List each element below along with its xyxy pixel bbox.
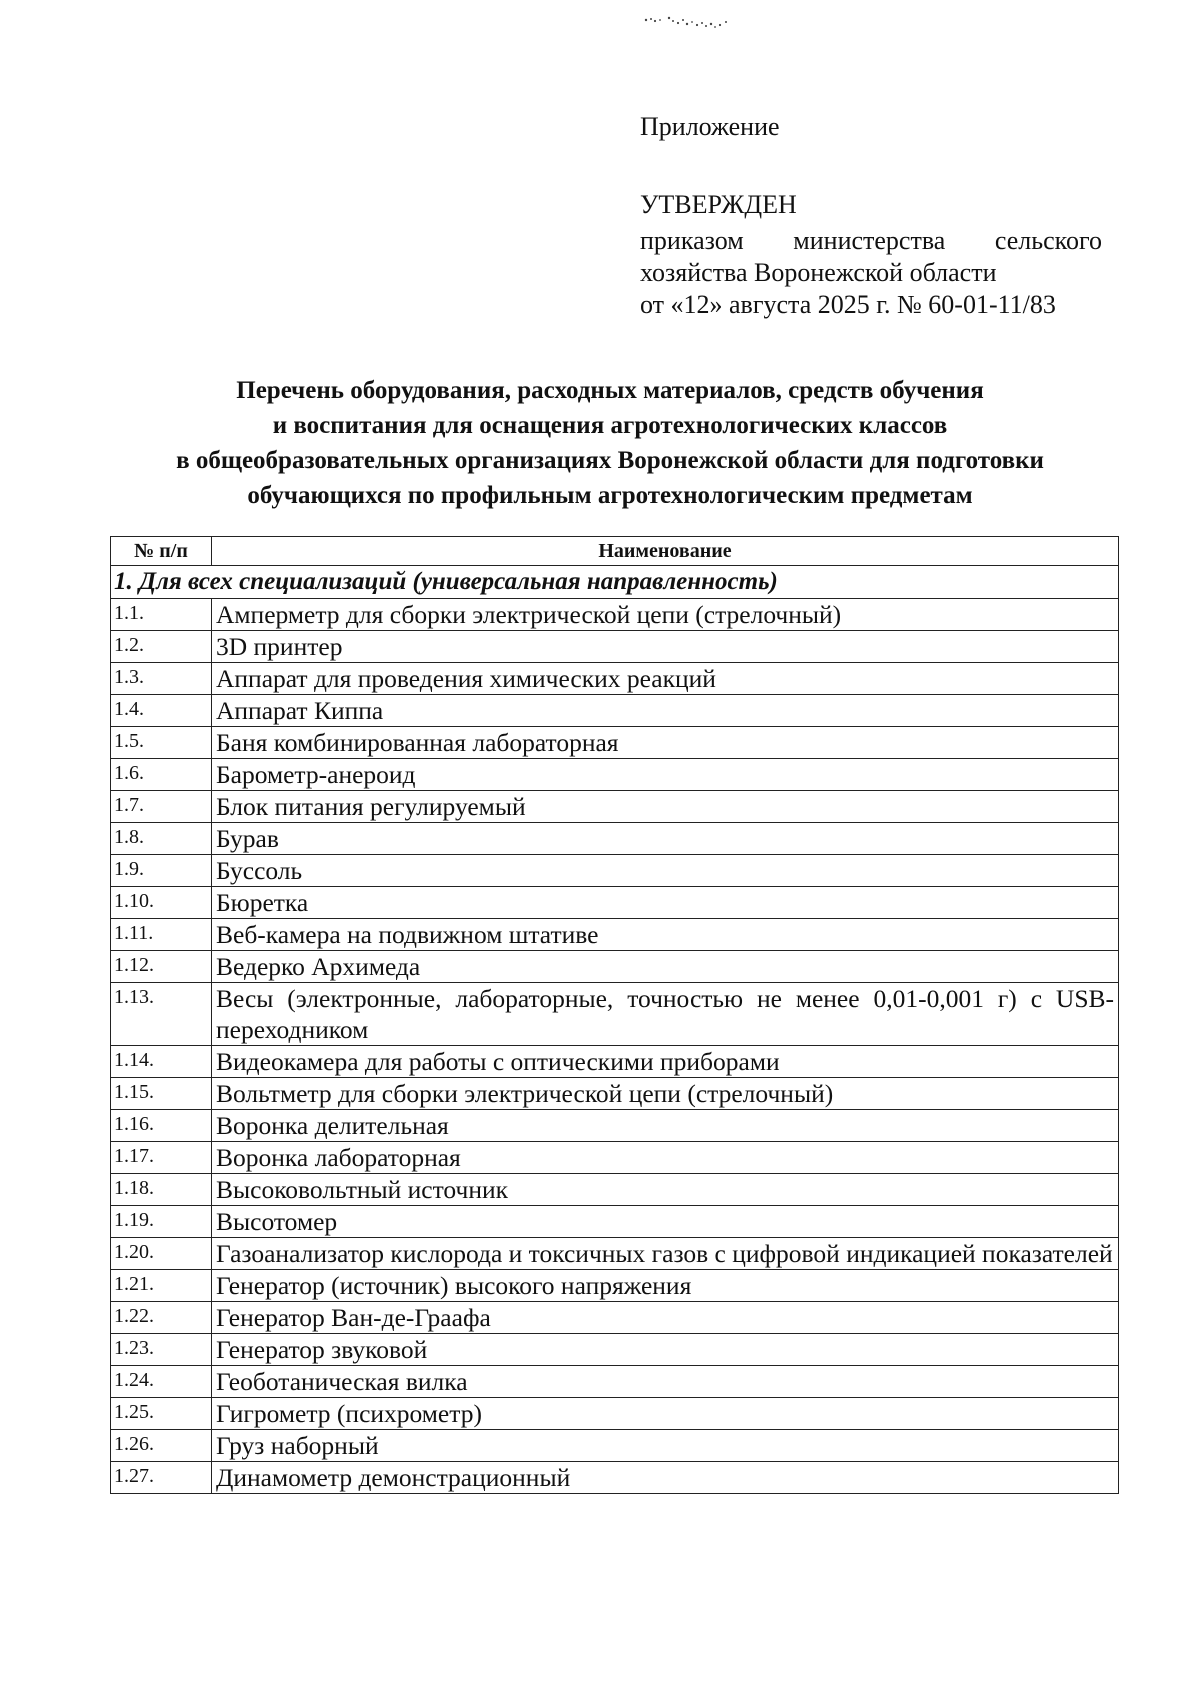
table-row bbox=[111, 663, 1119, 695]
row-item-name: Барометр-анероид bbox=[212, 759, 1119, 791]
title-line: обучающихся по профильным агротехнологическим предметам bbox=[247, 482, 973, 509]
row-number: 1.3. bbox=[111, 663, 212, 695]
row-item-name: Буссоль bbox=[212, 855, 1119, 887]
row-number: 1.6. bbox=[111, 759, 212, 791]
table-row bbox=[111, 1334, 1119, 1366]
row-number: 1.8. bbox=[111, 823, 212, 855]
row-number: 1.13. bbox=[111, 983, 212, 1046]
section-row bbox=[111, 566, 1119, 599]
row-item-name: 3D принтер bbox=[212, 631, 1119, 663]
table-row bbox=[111, 1174, 1119, 1206]
table-row bbox=[111, 1302, 1119, 1334]
row-number: 1.12. bbox=[111, 951, 212, 983]
row-item-name: Газоанализатор кислорода и токсичных газов с цифровой индикацией показателей bbox=[212, 1238, 1119, 1270]
row-number: 1.9. bbox=[111, 855, 212, 887]
order-line-1: приказом министерства сельского bbox=[640, 226, 1102, 255]
row-item-name: Амперметр для сборки электрической цепи (стрелочный) bbox=[212, 599, 1119, 631]
table-body bbox=[111, 566, 1119, 1494]
table-row bbox=[111, 1110, 1119, 1142]
table-row bbox=[111, 1430, 1119, 1462]
table-row bbox=[111, 855, 1119, 887]
order-line-2: хозяйства Воронежской области bbox=[640, 258, 997, 287]
table-row bbox=[111, 983, 1119, 1046]
row-item-name: Весы (электронные, лабораторные, точностью не менее 0,01-0,001 г) с USB-переходником bbox=[212, 983, 1119, 1046]
row-item-name: Высоковольтный источник bbox=[212, 1174, 1119, 1206]
table-row bbox=[111, 887, 1119, 919]
row-item-name: Аппарат для проведения химических реакций bbox=[212, 663, 1119, 695]
row-item-name: Аппарат Киппа bbox=[212, 695, 1119, 727]
row-number: 1.5. bbox=[111, 727, 212, 759]
row-number: 1.4. bbox=[111, 695, 212, 727]
row-number: 1.27. bbox=[111, 1462, 212, 1494]
title-line: в общеобразовательных организациях Воронежской области для подготовки bbox=[176, 447, 1044, 474]
row-item-name: Веб-камера на подвижном штативе bbox=[212, 919, 1119, 951]
row-item-name: Высотомер bbox=[212, 1206, 1119, 1238]
row-number: 1.15. bbox=[111, 1078, 212, 1110]
table-row bbox=[111, 951, 1119, 983]
row-item-name: Ведерко Архимеда bbox=[212, 951, 1119, 983]
table-row bbox=[111, 1078, 1119, 1110]
approval-block bbox=[640, 111, 1102, 321]
row-number: 1.23. bbox=[111, 1334, 212, 1366]
row-number: 1.10. bbox=[111, 887, 212, 919]
row-number: 1.22. bbox=[111, 1302, 212, 1334]
row-number: 1.21. bbox=[111, 1270, 212, 1302]
row-item-name: Воронка лабораторная bbox=[212, 1142, 1119, 1174]
row-item-name: Бюретка bbox=[212, 887, 1119, 919]
row-number: 1.19. bbox=[111, 1206, 212, 1238]
order-line-3: от «12» августа 2025 г. № 60-01-11/83 bbox=[640, 290, 1056, 319]
table-row bbox=[111, 599, 1119, 631]
table-row bbox=[111, 823, 1119, 855]
table-row bbox=[111, 727, 1119, 759]
table-row bbox=[111, 1046, 1119, 1078]
row-number: 1.26. bbox=[111, 1430, 212, 1462]
row-number: 1.14. bbox=[111, 1046, 212, 1078]
table-row bbox=[111, 631, 1119, 663]
table-row bbox=[111, 1398, 1119, 1430]
table-row bbox=[111, 1238, 1119, 1270]
scan-artifact-mark bbox=[642, 12, 732, 34]
header-number: № п/п bbox=[111, 537, 212, 566]
table-row bbox=[111, 759, 1119, 791]
row-number: 1.2. bbox=[111, 631, 212, 663]
row-item-name: Генератор Ван-де-Граафа bbox=[212, 1302, 1119, 1334]
row-item-name: Генератор (источник) высокого напряжения bbox=[212, 1270, 1119, 1302]
row-item-name: Груз наборный bbox=[212, 1430, 1119, 1462]
row-number: 1.11. bbox=[111, 919, 212, 951]
row-item-name: Баня комбинированная лабораторная bbox=[212, 727, 1119, 759]
row-item-name: Вольтметр для сборки электрической цепи (стрелочный) bbox=[212, 1078, 1119, 1110]
appendix-label: Приложение bbox=[640, 112, 780, 141]
row-number: 1.18. bbox=[111, 1174, 212, 1206]
row-number: 1.16. bbox=[111, 1110, 212, 1142]
header-name: Наименование bbox=[212, 537, 1119, 566]
row-number: 1.1. bbox=[111, 599, 212, 631]
table-row bbox=[111, 1366, 1119, 1398]
approved-label: УТВЕРЖДЕН bbox=[640, 190, 797, 219]
row-item-name: Динамометр демонстрационный bbox=[212, 1462, 1119, 1494]
row-number: 1.17. bbox=[111, 1142, 212, 1174]
row-item-name: Блок питания регулируемый bbox=[212, 791, 1119, 823]
section-title: 1. Для всех специализаций (универсальная направленность) bbox=[111, 566, 1119, 599]
row-number: 1.25. bbox=[111, 1398, 212, 1430]
document-title bbox=[100, 373, 1120, 513]
row-number: 1.24. bbox=[111, 1366, 212, 1398]
table-row bbox=[111, 919, 1119, 951]
table-row bbox=[111, 1206, 1119, 1238]
row-item-name: Видеокамера для работы с оптическими приборами bbox=[212, 1046, 1119, 1078]
title-line: Перечень оборудования, расходных материалов, средств обучения bbox=[236, 377, 984, 404]
row-number: 1.20. bbox=[111, 1238, 212, 1270]
table-row bbox=[111, 1270, 1119, 1302]
table-header-row bbox=[111, 537, 1119, 566]
title-line: и воспитания для оснащения агротехнологических классов bbox=[272, 412, 948, 439]
row-item-name: Воронка делительная bbox=[212, 1110, 1119, 1142]
table-row bbox=[111, 695, 1119, 727]
equipment-table bbox=[110, 536, 1119, 1494]
table-row bbox=[111, 1462, 1119, 1494]
row-item-name: Генератор звуковой bbox=[212, 1334, 1119, 1366]
row-number: 1.7. bbox=[111, 791, 212, 823]
row-item-name: Бурав bbox=[212, 823, 1119, 855]
row-item-name: Гигрометр (психрометр) bbox=[212, 1398, 1119, 1430]
row-item-name: Геоботаническая вилка bbox=[212, 1366, 1119, 1398]
table-row bbox=[111, 1142, 1119, 1174]
table-row bbox=[111, 791, 1119, 823]
